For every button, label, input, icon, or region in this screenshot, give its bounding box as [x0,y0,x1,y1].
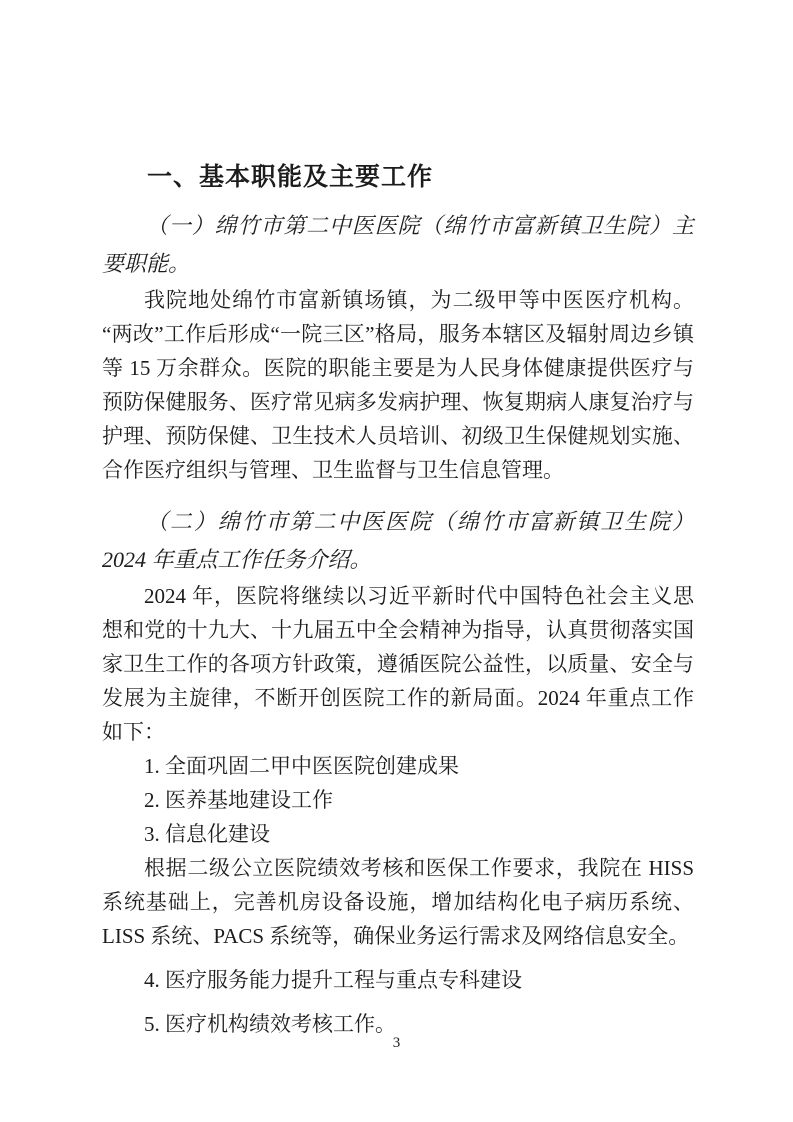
section-heading: 一、基本职能及主要工作 [147,163,434,191]
page-number: 3 [392,1035,401,1051]
paragraph-informatization: 根据二级公立医院绩效考核和医保工作要求，我院在 HISS 系统基础上，完善机房设备设施，增加结构化电子病历系统、LISS 系统、PACS 系统等，确保业务运行需求及网络信息安全。 [102,856,694,948]
document-body [102,160,694,1041]
task-list-primary [102,749,694,851]
task-item-1: 1. 全面巩固二甲中医医院创建成果 [144,754,459,778]
paragraph-2024-guidance: 2024 年，医院将继续以习近平新时代中国特色社会主义思想和党的十九大、十九届五中全会精神为指导，认真贯彻落实国家卫生工作的各项方针政策，遵循医院公益性，以质量、安全与发展为主旋律，不断开创医院工作的新局面。2024 年重点工作如下： [102,584,694,744]
task-item-2: 2. 医养基地建设工作 [144,788,333,812]
paragraph-hospital-functions: 我院地处绵竹市富新镇场镇，为二级甲等中医医疗机构。“两改”工作后形成“一院三区”格局，服务本辖区及辐射周边乡镇等 15 万余群众。医院的职能主要是为人民身体健康提供医疗与预防保健服务、医疗常见病多发病护理、恢复期病人康复治疗与护理、预防保健、卫生技术人员培训、初级卫生保健规划实施、合作医疗组织与管理、卫生监督与卫生信息管理。 [102,288,694,482]
task-list-continued [102,963,694,1041]
task-item-3: 3. 信息化建设 [144,822,270,846]
subsection-heading-1: （一）绵竹市第二中医医院（绵竹市富新镇卫生院）主要职能。 [102,213,694,276]
subsection-heading-2: （二）绵竹市第二中医医院（绵竹市富新镇卫生院）2024 年重点工作任务介绍。 [102,509,694,572]
task-item-4: 4. 医疗服务能力提升工程与重点专科建设 [144,968,522,992]
task-item-5: 5. 医疗机构绩效考核工作。 [144,1012,396,1036]
